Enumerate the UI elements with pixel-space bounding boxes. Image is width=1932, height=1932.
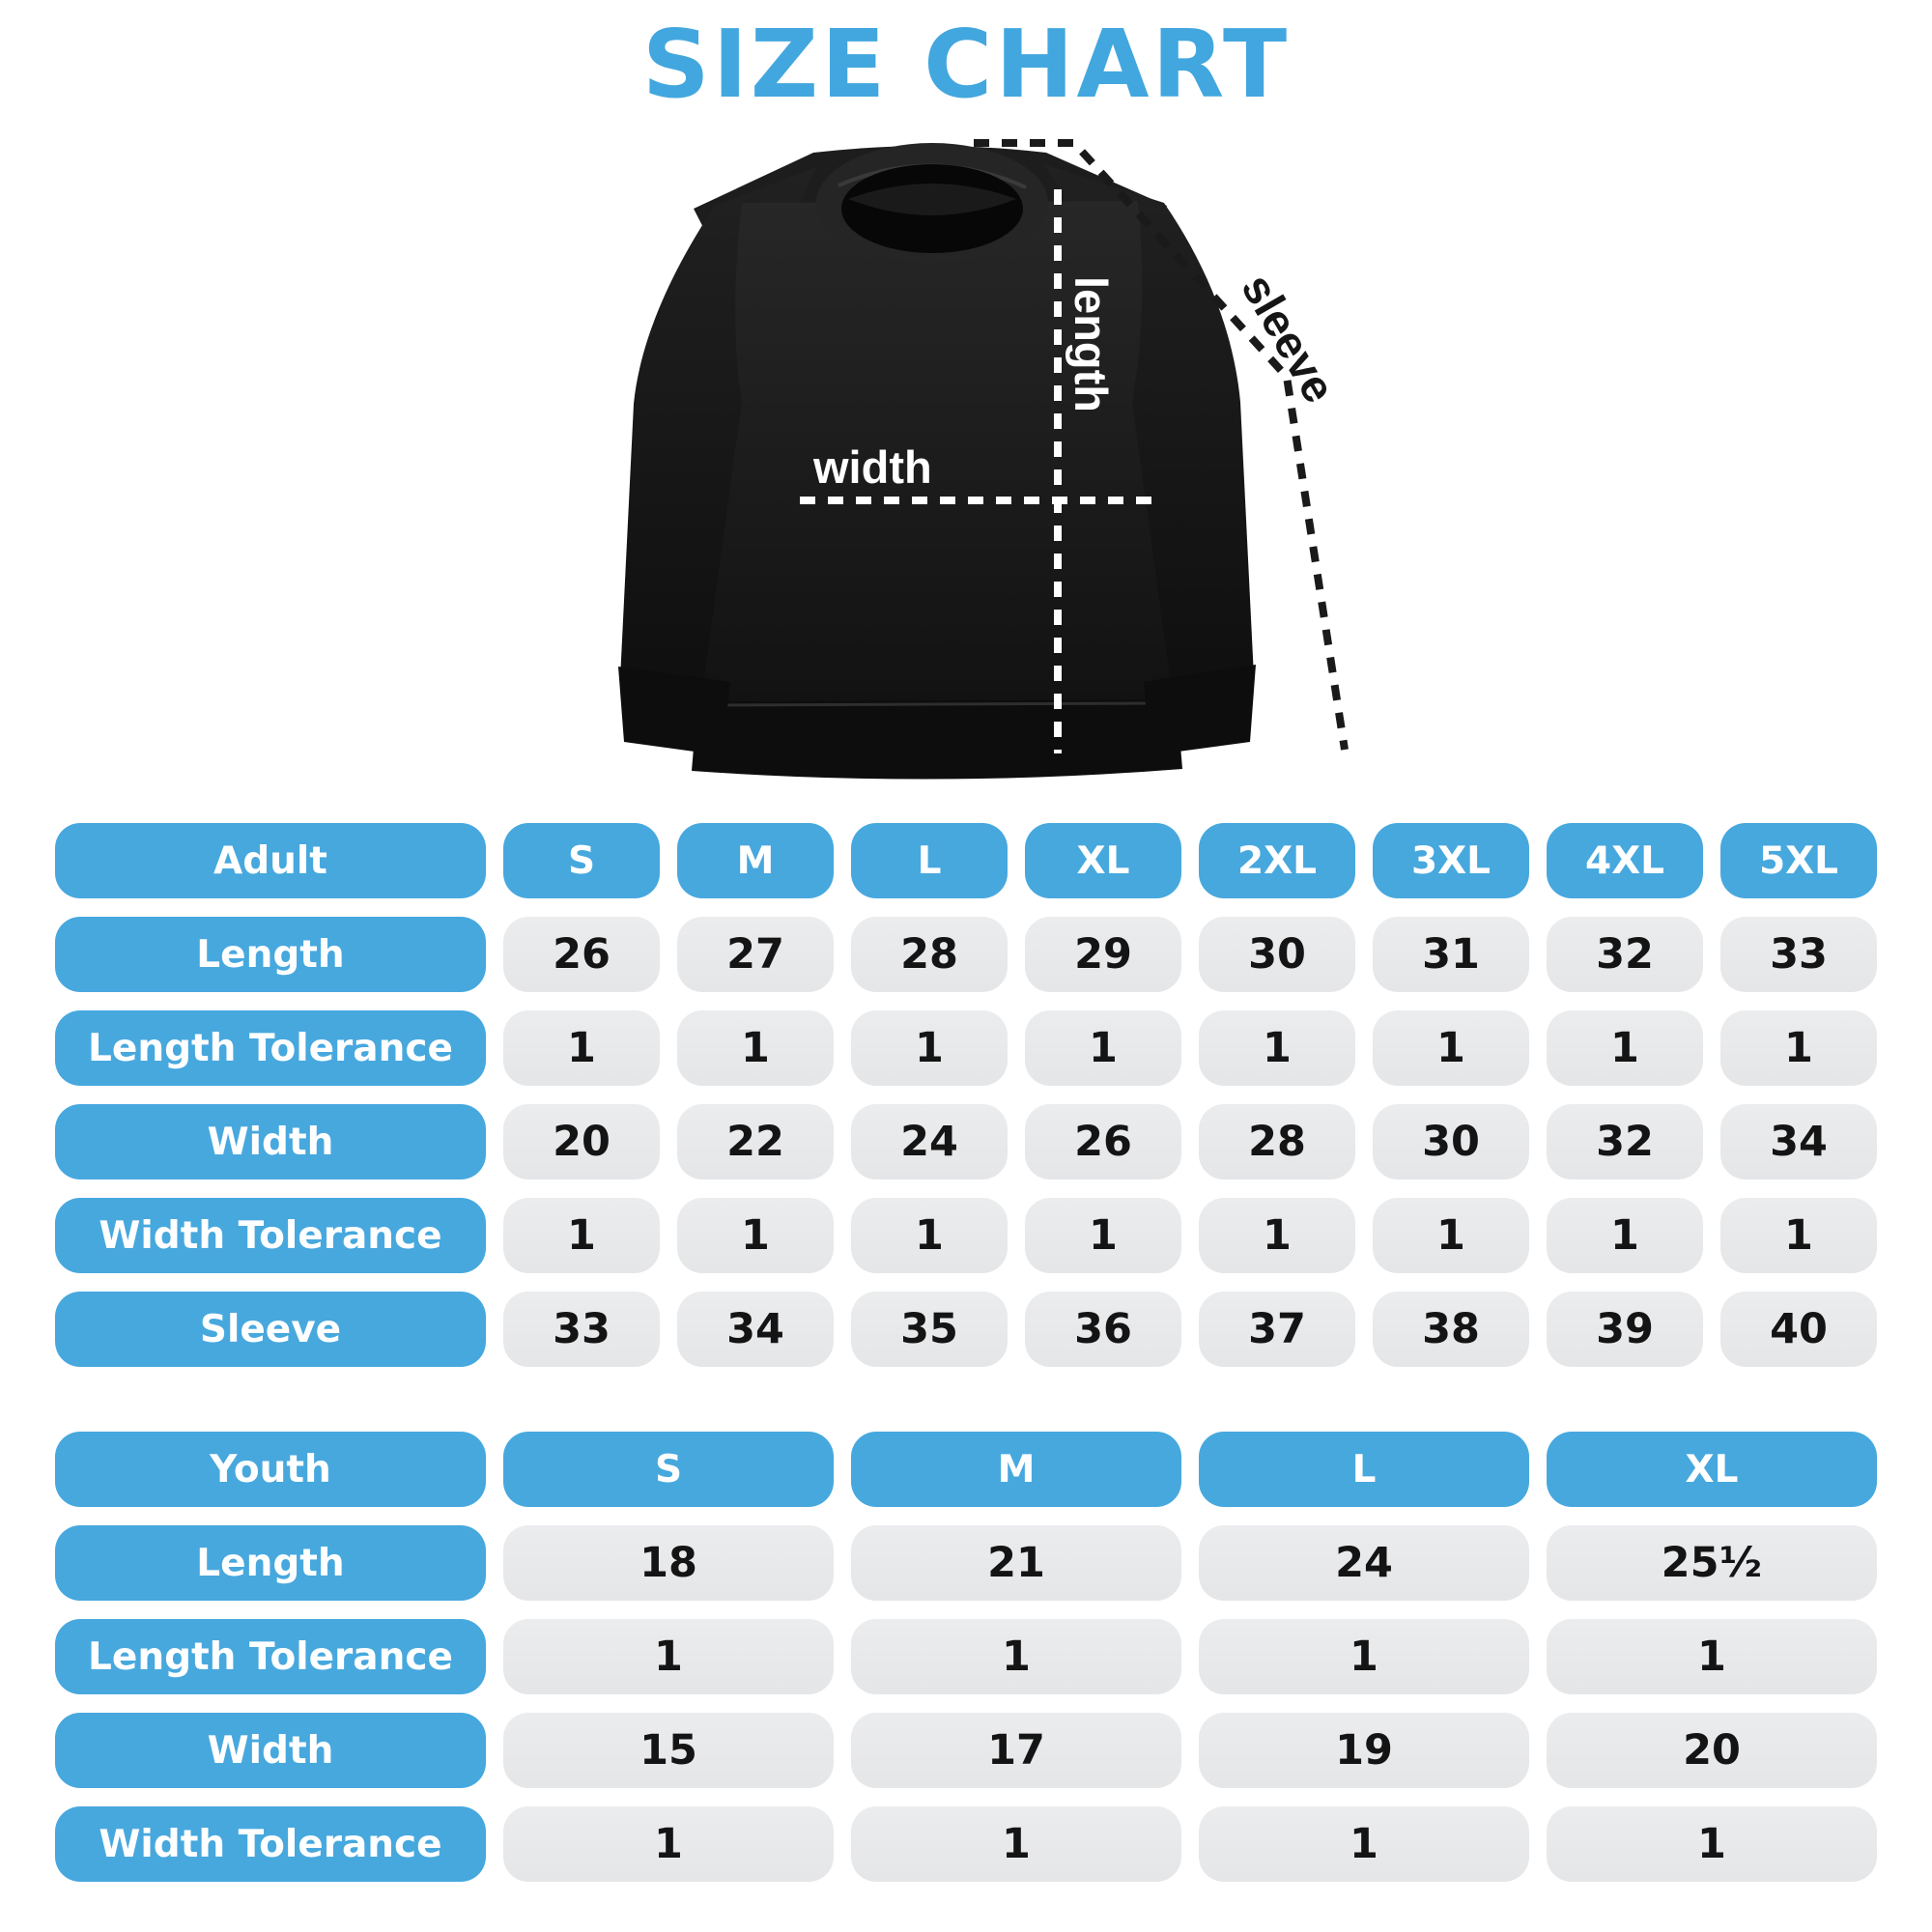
value-cell: 1: [1199, 1010, 1355, 1086]
value-cell: 20: [1547, 1713, 1877, 1788]
value-cell: 1: [1199, 1806, 1529, 1882]
table-title-pill: Youth: [55, 1432, 486, 1507]
sweatshirt-left-cuff: [618, 667, 730, 755]
value-cell: 1: [1547, 1806, 1877, 1882]
sweatshirt-hem-seam: [703, 703, 1171, 705]
value-cell: 1: [503, 1619, 834, 1694]
size-header-pill: M: [677, 823, 834, 898]
width-label: width: [813, 441, 932, 493]
row-label-pill: Width: [55, 1713, 486, 1788]
row-label-pill: Length: [55, 1525, 486, 1601]
row-label-pill: Width Tolerance: [55, 1198, 486, 1273]
value-cell: 15: [503, 1713, 834, 1788]
value-cell: 1: [503, 1010, 660, 1086]
value-cell: 35: [851, 1292, 1008, 1367]
value-cell: 38: [1373, 1292, 1529, 1367]
size-header-pill: L: [1199, 1432, 1529, 1507]
value-cell: 27: [677, 917, 834, 992]
value-cell: 33: [1720, 917, 1877, 992]
value-cell: 1: [1199, 1619, 1529, 1694]
value-cell: 17: [851, 1713, 1181, 1788]
value-cell: 36: [1025, 1292, 1181, 1367]
size-header-pill: L: [851, 823, 1008, 898]
value-cell: 1: [1373, 1010, 1529, 1086]
value-cell: 26: [1025, 1104, 1181, 1179]
value-cell: 1: [1720, 1010, 1877, 1086]
row-label-pill: Length: [55, 917, 486, 992]
value-cell: 1: [1025, 1010, 1181, 1086]
value-cell: 1: [1025, 1198, 1181, 1273]
size-header-pill: 3XL: [1373, 823, 1529, 898]
sleeve-label: sleeve: [1232, 265, 1347, 412]
value-cell: 40: [1720, 1292, 1877, 1367]
value-cell: 31: [1373, 917, 1529, 992]
value-cell: 1: [851, 1010, 1008, 1086]
value-cell: 1: [1547, 1198, 1703, 1273]
size-header-pill: S: [503, 1432, 834, 1507]
value-cell: 34: [677, 1292, 834, 1367]
value-cell: 37: [1199, 1292, 1355, 1367]
value-cell: 21: [851, 1525, 1181, 1601]
sweatshirt-diagram: [541, 114, 1352, 800]
value-cell: 26: [503, 917, 660, 992]
size-header-pill: S: [503, 823, 660, 898]
length-label: length: [1065, 276, 1117, 412]
value-cell: 1: [677, 1010, 834, 1086]
value-cell: 1: [851, 1198, 1008, 1273]
value-cell: 1: [503, 1198, 660, 1273]
value-cell: 20: [503, 1104, 660, 1179]
size-header-pill: 2XL: [1199, 823, 1355, 898]
table-title-pill: Adult: [55, 823, 486, 898]
value-cell: 19: [1199, 1713, 1529, 1788]
value-cell: 1: [1199, 1198, 1355, 1273]
value-cell: 34: [1720, 1104, 1877, 1179]
value-cell: 1: [677, 1198, 834, 1273]
value-cell: 28: [851, 917, 1008, 992]
sweatshirt-hem-band: [692, 699, 1182, 780]
row-label-pill: Length Tolerance: [55, 1010, 486, 1086]
value-cell: 1: [1547, 1619, 1877, 1694]
row-label-pill: Sleeve: [55, 1292, 486, 1367]
value-cell: 22: [677, 1104, 834, 1179]
size-header-pill: XL: [1547, 1432, 1877, 1507]
value-cell: 30: [1373, 1104, 1529, 1179]
value-cell: 32: [1547, 917, 1703, 992]
youth-size-table: [55, 1432, 1877, 1882]
row-label-pill: Width: [55, 1104, 486, 1179]
value-cell: 30: [1199, 917, 1355, 992]
value-cell: 28: [1199, 1104, 1355, 1179]
value-cell: 33: [503, 1292, 660, 1367]
value-cell: 24: [851, 1104, 1008, 1179]
value-cell: 29: [1025, 917, 1181, 992]
value-cell: 1: [851, 1806, 1181, 1882]
size-header-pill: M: [851, 1432, 1181, 1507]
value-cell: 1: [1720, 1198, 1877, 1273]
value-cell: 39: [1547, 1292, 1703, 1367]
value-cell: 1: [851, 1619, 1181, 1694]
value-cell: 1: [1373, 1198, 1529, 1273]
size-header-pill: 4XL: [1547, 823, 1703, 898]
value-cell: 24: [1199, 1525, 1529, 1601]
sweatshirt-svg: [541, 114, 1352, 800]
size-header-pill: XL: [1025, 823, 1181, 898]
value-cell: 32: [1547, 1104, 1703, 1179]
row-label-pill: Width Tolerance: [55, 1806, 486, 1882]
page-title: SIZE CHART: [641, 10, 1291, 119]
value-cell: 25¹⁄₂: [1547, 1525, 1877, 1601]
value-cell: 1: [503, 1806, 834, 1882]
size-header-pill: 5XL: [1720, 823, 1877, 898]
value-cell: 18: [503, 1525, 834, 1601]
adult-size-table: [55, 823, 1877, 1367]
value-cell: 1: [1547, 1010, 1703, 1086]
row-label-pill: Length Tolerance: [55, 1619, 486, 1694]
